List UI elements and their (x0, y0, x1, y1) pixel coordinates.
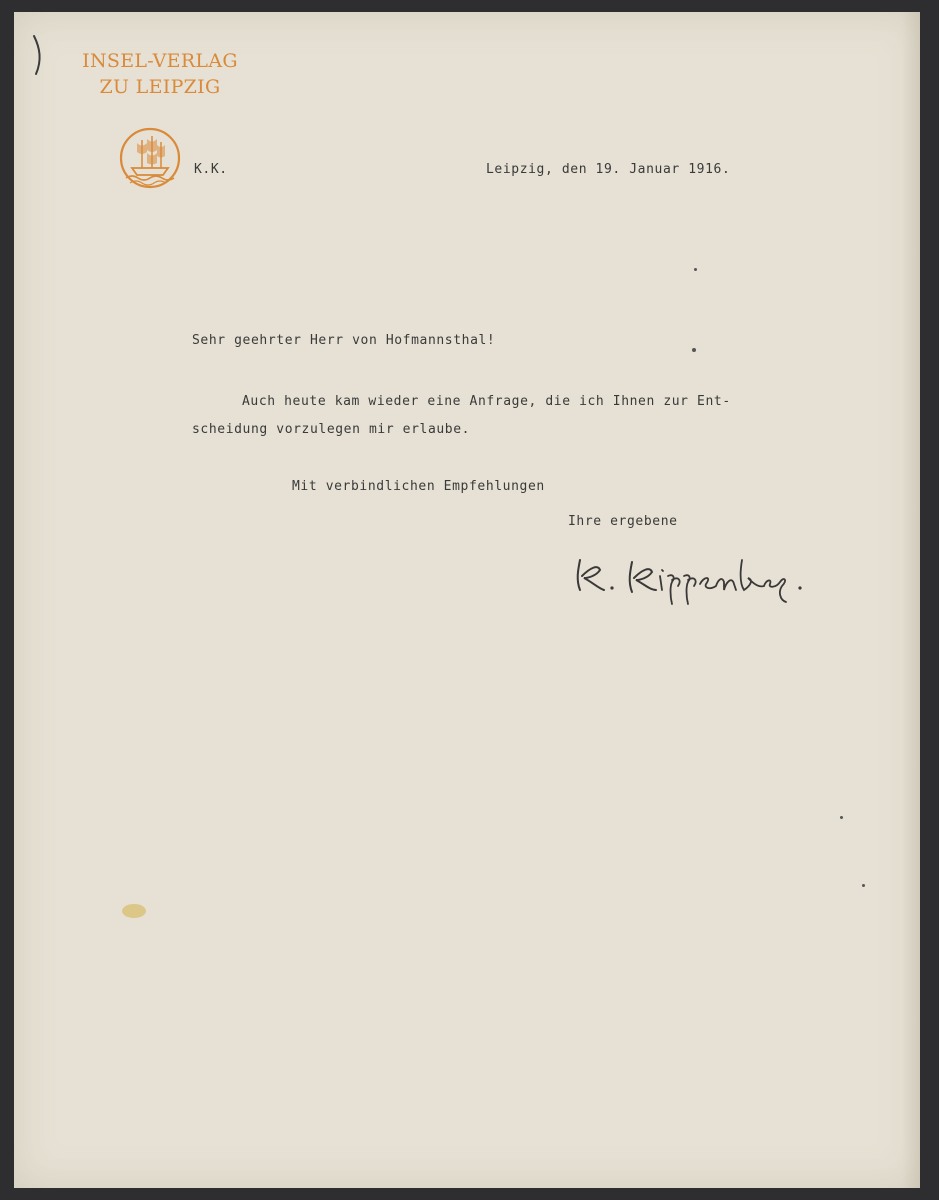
pencil-mark-icon (30, 30, 50, 80)
reference-initials: K.K. (194, 162, 228, 177)
letterhead (60, 48, 260, 100)
letterhead-line-2: ZU LEIPZIG (99, 76, 221, 98)
ink-speck (840, 816, 843, 819)
body-line-2: scheidung vorzulegen mir erlaube. (192, 422, 471, 437)
ink-speck (694, 268, 697, 271)
closing: Mit verbindlichen Empfehlungen (292, 479, 545, 494)
letterhead-line-1: INSEL-VERLAG (82, 50, 238, 72)
letter-date: Leipzig, den 19. Januar 1916. (486, 162, 731, 177)
ink-speck (862, 884, 865, 887)
letter-page (14, 12, 920, 1188)
valediction: Ihre ergebene (568, 514, 678, 529)
ship-logo-icon (118, 126, 182, 190)
ink-speck (692, 348, 696, 352)
salutation: Sehr geehrter Herr von Hofmannsthal! (192, 333, 496, 348)
body-line-1: Auch heute kam wieder eine Anfrage, die ich Ihnen zur Ent- (242, 394, 731, 409)
handwritten-signature (566, 546, 816, 606)
paper-stain (122, 904, 146, 918)
